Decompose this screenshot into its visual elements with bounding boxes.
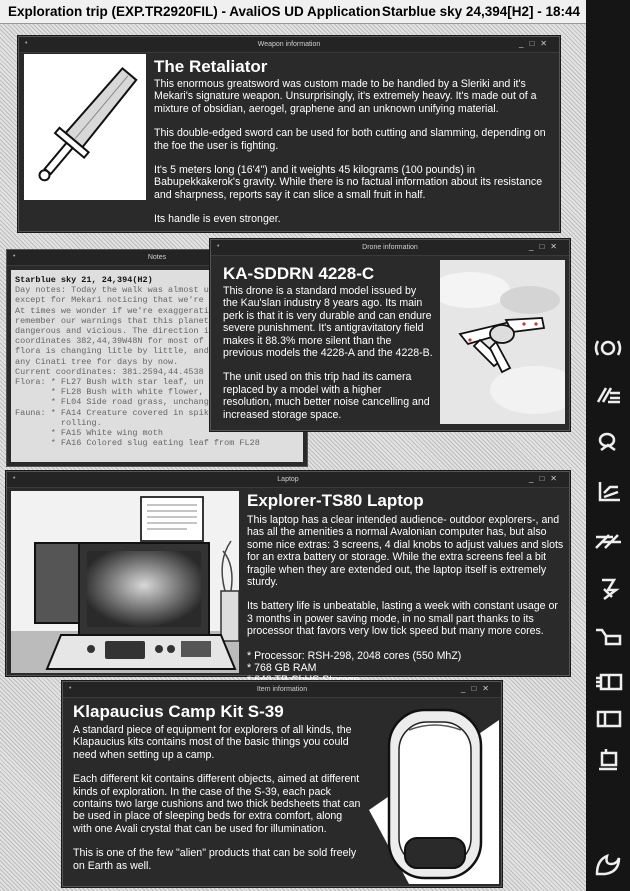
weapon-heading: The Retaliator [154,57,268,76]
window-titlebar[interactable] [19,37,559,53]
drone-heading: KA-SDDRN 4228-C [223,264,375,283]
maximize-icon[interactable]: □ [471,684,483,693]
close-icon[interactable]: ✕ [550,242,563,251]
note-line: * FA16 Colored slug eating leaf from FL28 [15,438,260,449]
weapon-description [154,78,554,238]
radar-icon[interactable] [592,334,624,362]
compass-icon[interactable] [592,428,624,456]
drone-description [223,285,433,433]
note-line: * FL28 Bush with white flower, [15,387,204,398]
paragraph: This enormous greatsword was custom made to be handled by a Sleriki and it's Mekari's signature weapon. Unsurprisingly, it's extremely heavy. It's made out of a mixture of obsidian, aerogel, graphene and an unknown unifying material. [154,78,537,115]
sword-image [24,54,146,200]
paragraph: Each different kit contains different objects, aimed at different kinds of exploration. In the case of the S-39, each pack contains two large cushions and two thick bedsheets that can be used in place of sleeping beds for extra comfort, along with one Avali crystal that can be used for illumination. [73,773,361,835]
app-titlebar [0,0,590,24]
toggle-icon[interactable] [592,705,624,733]
note-line: Flora: * FL27 Bush with star leaf, un [15,377,204,388]
close-icon[interactable]: ✕ [540,39,553,48]
window-title: Item information [256,686,308,693]
note-line: remember our warnings that this planet [15,315,209,326]
tree-icon[interactable] [592,575,624,603]
window-controls[interactable] [529,242,563,251]
paragraph: A standard piece of equipment for explorers of all kinds, the Klapaucius kits contains most of the basic things you could need when setting up a camp. [73,724,352,761]
sidebar [586,0,630,891]
note-line: * FL04 Side road grass, unchang [15,397,209,408]
spec-item: * 768 GB RAM [247,662,317,675]
maximize-icon[interactable]: □ [529,39,541,48]
window-controls[interactable] [529,474,563,483]
window-menu-icon[interactable]: • [13,253,16,260]
wing-icon[interactable] [592,850,624,878]
window-titlebar[interactable] [211,240,569,256]
note-line: At times we wonder if we're exaggerati [15,305,209,316]
note-line: * FA15 White wing moth [15,428,163,439]
paragraph: Its handle is even stronger. [154,213,281,226]
maximize-icon[interactable]: □ [539,474,551,483]
window-title: Drone information [362,244,418,251]
paragraph: Its battery life is unbeatable, lasting a week with constant usage or 3 months in power saving mode, in no small part thanks to its processor that favors very low tick speed but many more cores. [247,600,558,638]
laptop-heading: Explorer-TS80 Laptop [247,491,424,510]
drone-window[interactable] [210,239,570,431]
note-line: except for Mekari noticing that we're [15,295,204,306]
paragraph: This double-edged sword can be used for both cutting and slamming, depending on the foe the user is fighting. [154,127,546,152]
paragraph: This laptop has a clear intended audience- outdoor explorers-, and has all the amenities a normal Avalonian computer has, but also some nice extras: 3 screens, 4 dial knobs to adjust values and slots for an extra battery or storage. While the extra screens feel a bit fragile when they are extended out, the laptop itself is extremely sturdy. [247,514,564,589]
note-line: Fauna: * FA14 Creature covered in spik [15,407,209,418]
item-heading: Klapaucius Camp Kit S-39 [73,702,284,721]
paragraph: It's 5 meters long (16'4") and it weights 45 kilograms (100 pounds) in Babupekkakerok's gravity. While there is no factual information about its resistance and sharpness, reports say it can slice a small fruit in half. [154,164,543,201]
minimize-icon[interactable]: _ [519,39,530,48]
window-menu-icon[interactable]: • [25,40,28,47]
note-line: dangerous and vicious. The direction i [15,326,209,337]
weapon-window[interactable] [18,36,560,232]
date-time: Starblue sky 24,394[H2] - 18:44 [381,4,580,19]
note-line: Current coordinates: 381.2594,44.4538 [15,366,204,377]
drone-icon[interactable] [592,527,624,555]
window-menu-icon[interactable]: • [13,475,16,482]
camp-kit-image [369,700,499,884]
window-titlebar[interactable] [63,682,501,698]
note-line: coordinates 382,44,39W48N for most of [15,336,204,347]
laptop-description [247,514,565,687]
drone-image [440,260,565,424]
wind-icon[interactable] [592,381,624,409]
note-line: rolling. [15,417,102,428]
minimize-icon[interactable]: _ [529,474,540,483]
note-line: Starblue sky 21, 24,394(H2) [15,275,153,285]
window-title: Notes [147,254,167,261]
item-window[interactable] [62,681,502,887]
sensor-icon[interactable] [592,622,624,650]
close-icon[interactable]: ✕ [550,474,563,483]
chart-icon[interactable] [592,477,624,505]
note-line: any Cinati tree for days by now. [15,356,179,367]
note-line: flora is changing litle by little, and [15,346,209,357]
device-icon[interactable] [592,746,624,774]
window-menu-icon[interactable]: • [69,685,72,692]
item-description [73,724,363,884]
minimize-icon[interactable]: _ [529,242,540,251]
app-title: Exploration trip (EXP.TR2920FIL) - AvaliOS UD Application [8,4,381,19]
window-titlebar[interactable] [7,472,569,488]
window-controls[interactable] [461,684,495,693]
close-icon[interactable]: ✕ [482,684,495,693]
minimize-icon[interactable]: _ [461,684,472,693]
maximize-icon[interactable]: □ [539,242,551,251]
note-line: Day notes: Today the walk was almost u [15,285,209,296]
window-title: Laptop [277,476,299,483]
paragraph: The unit used on this trip had its camera replaced by a model with a higher resolution, much better noise cancelling and increased storage space. [223,371,430,421]
window-controls[interactable] [519,39,553,48]
laptop-window[interactable] [6,471,570,676]
battery-icon[interactable] [592,668,624,696]
laptop-image [11,491,239,673]
paragraph: This is one of the few "alien" products that can be sold freely on Earth as well. [73,847,357,872]
spec-item: * Processor: RSH-298, 2048 cores (550 MhZ) [247,649,462,662]
window-title: Weapon information [257,41,321,48]
paragraph: This drone is a standard model issued by the Kau'slan industry 8 years ago. Its main perk is that it is very durable and can endure severe punishment. It's antigravitatory field makes it 88.3% more silent than the previous models the 4228-A and the 4228-B. [223,285,433,360]
window-menu-icon[interactable]: • [217,243,220,250]
